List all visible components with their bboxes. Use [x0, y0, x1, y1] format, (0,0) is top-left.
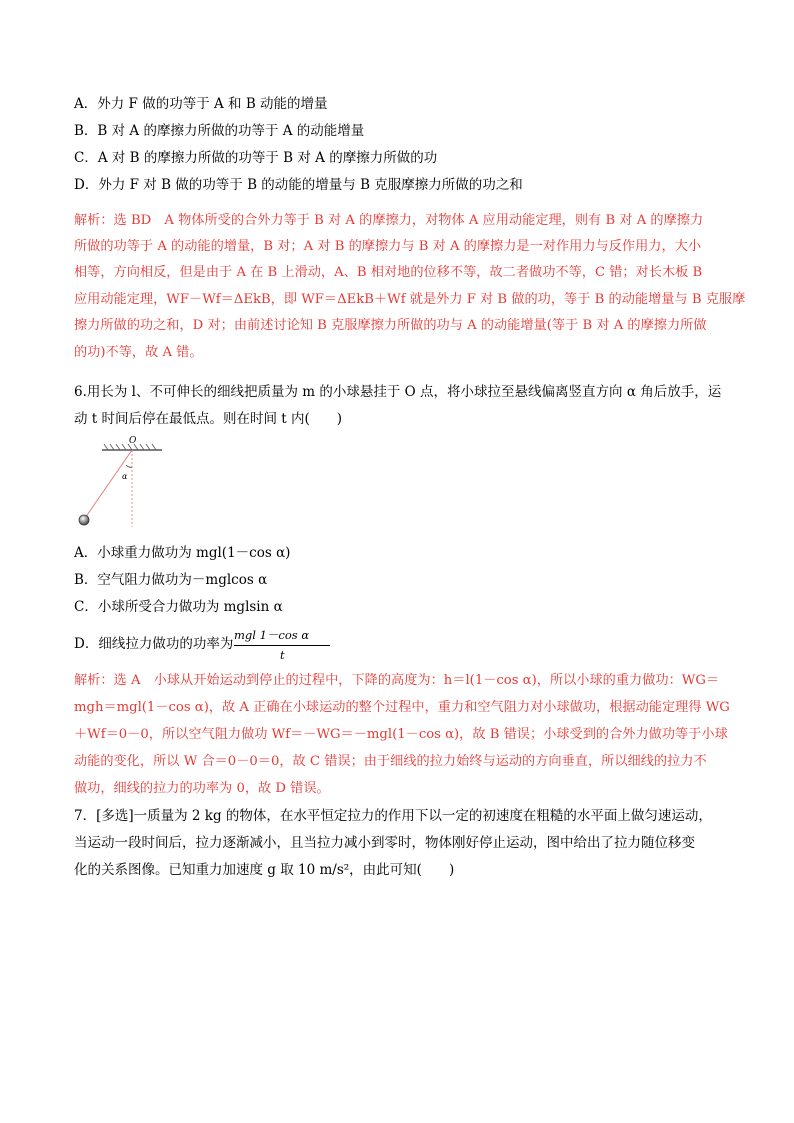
q5-analysis-line: 解析：选 BD A 物体所受的合外力等于 B 对 A 的摩擦力，对物体 A 应用动能定理，则有 B 对 A 的摩擦力	[74, 213, 704, 228]
string-line	[85, 450, 132, 518]
q7-stem-line: 7．[多选]一质量为 2 kg 的物体，在水平恒定拉力的作用下以一定的初速度在粗糙的水平面上做匀速运动，	[74, 808, 712, 824]
angle-alpha-label: α	[122, 472, 128, 481]
q5-option-c: C．A 对 B 的摩擦力所做的功等于 B 对 A 的摩擦力所做的功	[74, 150, 438, 166]
q6-analysis-line: 动能的变化，所以 W 合＝0－0＝0，故 C 错误；由于细线的拉力始终与运动的方向垂直，所以细线的拉力不	[74, 754, 707, 769]
pendulum-figure	[70, 432, 180, 532]
q6-option-b: B．空气阻力做功为－mglcos α	[74, 572, 268, 588]
q5-analysis-line: 相等，方向相反，但是由于 A 在 B 上滑动，A、B 相对地的位移不等，故二者做功不等，C 错；对长木板 B	[74, 265, 703, 280]
q7-stem-line: 当运动一段时间后，拉力逐渐减小，且当拉力减小到零时，物体刚好停止运动，图中给出了拉力随位移变	[74, 835, 695, 851]
q6-option-a: A．小球重力做功为 mgl(1－cos α)	[74, 545, 291, 561]
q6-stem-line: 6.用长为 l、不可伸长的细线把质量为 m 的小球悬挂于 O 点，将小球拉至悬线偏离竖直方向 α 角后放手，运	[74, 384, 722, 400]
q5-analysis-line: 所做的功等于 A 的动能的增量，B 对；A 对 B 的摩擦力与 B 对 A 的摩擦力是一对作用力与反作用力，大小	[74, 239, 702, 254]
angle-arc	[126, 465, 132, 467]
fraction-denominator: t	[280, 648, 285, 662]
q6-stem-line: 动 t 时间后停在最低点。则在时间 t 内( )	[74, 411, 343, 427]
q6-option-c: C．小球所受合力做功为 mglsin α	[74, 599, 283, 615]
q5-analysis-line: 擦力所做的功之和，D 对；由前述讨论知 B 克服摩擦力所做的功与 A 的动能增量(等于 B 对 A 的摩擦力所做	[74, 318, 707, 333]
fraction-numerator: mgl 1－cos α	[234, 628, 310, 642]
q5-analysis-line: 的功)不等，故 A 错。	[74, 345, 203, 360]
point-o-label: O	[129, 436, 137, 446]
fraction-bar	[234, 645, 330, 646]
q6-analysis-line: mgh＝mgl(1－cos α)，故 A 正确在小球运动的整个过程中，重力和空气阻力对小球做功，根据动能定理得 WG	[74, 700, 730, 715]
q6-analysis-line: 做功，细线的拉力的功率为 0，故 D 错误。	[74, 781, 330, 796]
q5-option-a: A．外力 F 做的功等于 A 和 B 动能的增量	[74, 96, 328, 112]
q6-analysis-line: ＋Wf＝0－0，所以空气阻力做功 Wf＝－WG＝－mgl(1－cos α)，故 B 错误；小球受到的合外力做功等于小球	[74, 727, 728, 742]
q5-option-d: D．外力 F 对 B 做的功等于 B 的动能的增量与 B 克服摩擦力所做的功之和	[74, 177, 523, 193]
ball	[79, 515, 89, 525]
q6-option-d-prefix: D．细线拉力做功的功率为	[74, 636, 234, 652]
q6-analysis-line: 解析：选 A 小球从开始运动到停止的过程中，下降的高度为：h＝l(1－cos α)，所以小球的重力做功：WG＝	[74, 673, 720, 688]
q7-stem-line: 化的关系图像。已知重力加速度 g 取 10 m/s²，由此可知( )	[74, 862, 455, 878]
q5-option-b: B．B 对 A 的摩擦力所做的功等于 A 的动能增量	[74, 123, 365, 139]
q5-analysis-line: 应用动能定理，WF－Wf＝ΔEkB，即 WF＝ΔEkB＋Wf 就是外力 F 对 B 做的功，等于 B 的动能增量与 B 克服摩	[74, 292, 746, 307]
